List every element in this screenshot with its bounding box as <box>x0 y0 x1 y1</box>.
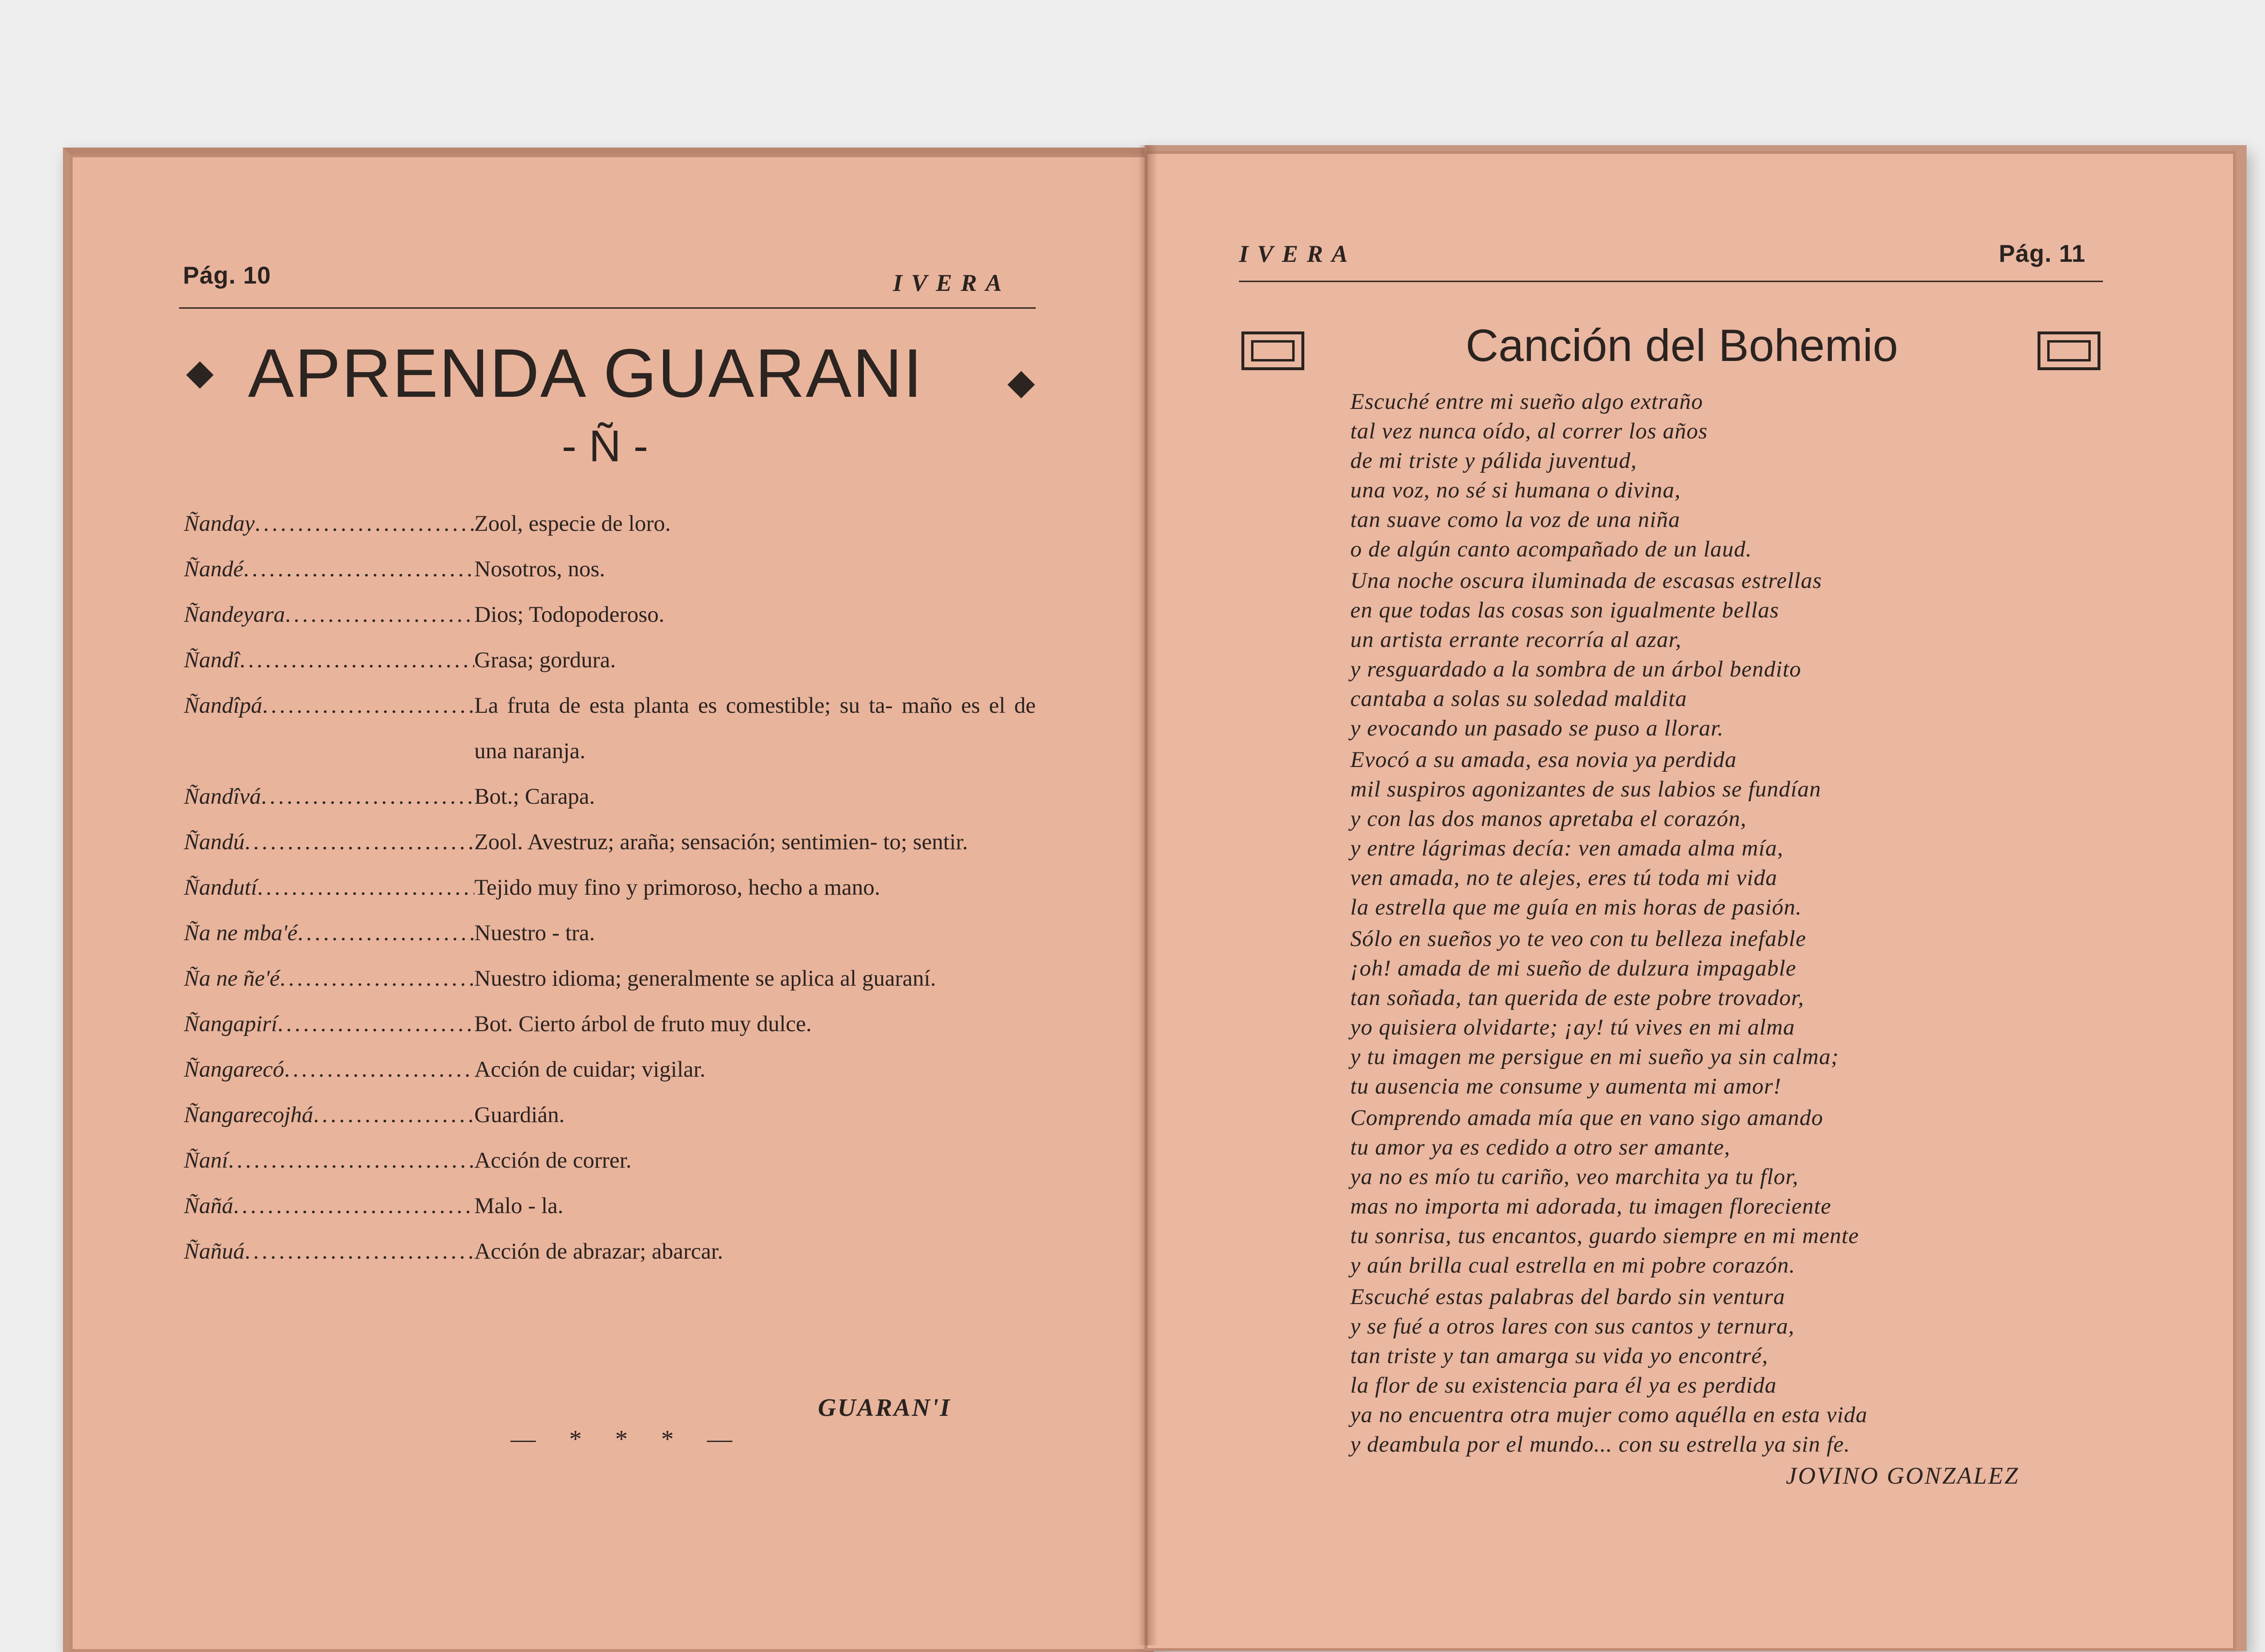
poem-body <box>1350 387 2038 1461</box>
poem-line: la flor de su existencia para él ya es perdida <box>1350 1373 1777 1398</box>
right-magazine-name: IVERA <box>1239 240 1357 267</box>
glossary-entry: Ñangarecó ..... Acción de cuidar; vigilar. <box>184 1047 1036 1092</box>
poem-line: y deambula por el mundo... con su estrella ya sin fe. <box>1350 1432 1850 1457</box>
right-header-rule <box>1239 281 2103 282</box>
poem-stanza <box>1350 387 2038 564</box>
glossary-entry: Ñandé ..... Nosotros, nos. <box>184 546 1036 592</box>
poem-line: cantaba a solas su soledad maldita <box>1350 686 1687 711</box>
poem-line: y entre lágrimas decía: ven amada alma mía, <box>1350 836 1783 861</box>
glossary-list <box>184 501 1036 1274</box>
glossary-entry: Ñandeyara ..... Dios; Todopoderoso. <box>184 592 1036 637</box>
glossary-entry: Ñandî ..... Grasa; gordura. <box>184 637 1036 683</box>
poem-line: tu ausencia me consume y aumenta mi amor! <box>1350 1074 1782 1099</box>
glossary-entry: Ña ne ñe'é ..... Nuestro idioma; generalmente se aplica al guaraní. <box>184 956 1036 1001</box>
glossary-entry: Ñangapirí ..... Bot. Cierto árbol de fruto muy dulce. <box>184 1001 1036 1047</box>
poem-line: yo quisiera olvidarte; ¡ay! tú vives en mi alma <box>1350 1015 1795 1040</box>
poem-line: y evocando un pasado se puso a llorar. <box>1350 716 1724 741</box>
glossary-entry: Ñañá ..... Malo - la. <box>184 1183 1036 1229</box>
poem-line: y aún brilla cual estrella en mi pobre corazón. <box>1350 1253 1796 1278</box>
poem-line: Sólo en sueños yo te veo con tu belleza inefable <box>1350 926 1807 951</box>
glossary-entry: Ñañuá ..... Acción de abrazar; abarcar. <box>184 1229 1036 1274</box>
left-frame-ornament-icon <box>1241 331 1304 370</box>
guarani-title: APRENDA GUARANI <box>248 335 923 412</box>
poem-line: un artista errante recorría al azar, <box>1350 627 1682 652</box>
poem-line: Una noche oscura iluminada de escasas estrellas <box>1350 568 1822 593</box>
author-signature: JOVINO GONZALEZ <box>1786 1462 2020 1489</box>
poem-line: tan soñada, tan querida de este pobre trovador, <box>1350 985 1804 1010</box>
poem-line: Evocó a su amada, esa novia ya perdida <box>1350 747 1737 772</box>
poem-line: tal vez nunca oído, al correr los años <box>1350 419 1708 444</box>
poem-line: mas no importa mi adorada, tu imagen floreciente <box>1350 1194 1832 1219</box>
poem-stanza <box>1350 924 2038 1101</box>
glossary-entry: Ñandîvá ..... Bot.; Carapa. <box>184 774 1036 819</box>
poem-line: ven amada, no te alejes, eres tú toda mi vida <box>1350 865 1778 890</box>
letter-subtitle: - Ñ - <box>561 421 649 471</box>
right-frame-ornament-icon <box>2038 331 2100 370</box>
poem-line: ¡oh! amada de mi sueño de dulzura impagable <box>1350 956 1797 981</box>
poem-line: tu amor ya es cedido a otro ser amante, <box>1350 1135 1731 1160</box>
poem-line: y con las dos manos apretaba el corazón, <box>1350 806 1747 831</box>
poem-line: mil suspiros agonizantes de sus labios se fundían <box>1350 777 1821 802</box>
left-magazine-name: IVERA <box>893 269 1011 296</box>
poem-line: o de algún canto acompañado de un laud. <box>1350 537 1752 562</box>
poem-stanza <box>1350 1103 2038 1280</box>
song-title: Canción del Bohemio <box>1465 320 1898 371</box>
poem-line: ya no encuentra otra mujer como aquélla en esta vida <box>1350 1402 1868 1427</box>
poem-line: de mi triste y pálida juventud, <box>1350 448 1637 473</box>
poem-stanza <box>1350 1282 2038 1459</box>
poem-line: la estrella que me guía en mis horas de pasión. <box>1350 895 1802 920</box>
guarani-signature: GUARAN'I <box>818 1394 951 1422</box>
glossary-entry: Ñandîpá ..... La fruta de esta planta es comestible; su ta- maño es el de una naranja. <box>184 683 1036 774</box>
poem-line: ya no es mío tu cariño, veo marchita ya tu flor, <box>1350 1164 1799 1189</box>
poem-line: y resguardado a la sombra de un árbol bendito <box>1350 657 1801 682</box>
left-page-number: Pág. 10 <box>183 262 272 289</box>
book-gutter <box>1138 145 1158 1645</box>
poem-line: Escuché estas palabras del bardo sin ventura <box>1350 1284 1785 1309</box>
poem-line: y tu imagen me persigue en mi sueño ya sin calma; <box>1350 1044 1839 1069</box>
poem-line: tu sonrisa, tus encantos, guardo siempre en mi mente <box>1350 1223 1859 1248</box>
section-separator: — * * * — <box>511 1426 746 1453</box>
poem-line: y se fué a otros lares con sus cantos y ternura, <box>1350 1314 1795 1339</box>
glossary-entry: Ñandutí ..... Tejido muy fino y primoroso, hecho a mano. <box>184 865 1036 910</box>
glossary-entry: Ñandú ..... Zool. Avestruz; araña; sensación; sentimien- to; sentir. <box>184 819 1036 865</box>
glossary-entry: Ña ne mba'é ..... Nuestro - tra. <box>184 910 1036 956</box>
poem-line: una voz, no sé si humana o divina, <box>1350 478 1681 503</box>
poem-stanza <box>1350 566 2038 743</box>
poem-line: tan triste y tan amarga su vida yo encontré, <box>1350 1343 1768 1368</box>
poem-line: Escuché entre mi sueño algo extraño <box>1350 389 1703 414</box>
glossary-entry: Ñangarecojhá ..... Guardián. <box>184 1092 1036 1138</box>
poem-line: Comprendo amada mía que en vano sigo amando <box>1350 1105 1824 1130</box>
poem-line: tan suave como la voz de una niña <box>1350 507 1680 532</box>
right-page-number: Pág. 11 <box>1999 240 2086 267</box>
poem-line: en que todas las cosas son igualmente bellas <box>1350 598 1780 623</box>
glossary-entry: Ñanday ..... Zool, especie de loro. <box>184 501 1036 546</box>
left-header-rule <box>179 307 1036 309</box>
glossary-entry: Ñaní ..... Acción de correr. <box>184 1138 1036 1183</box>
poem-stanza <box>1350 745 2038 922</box>
